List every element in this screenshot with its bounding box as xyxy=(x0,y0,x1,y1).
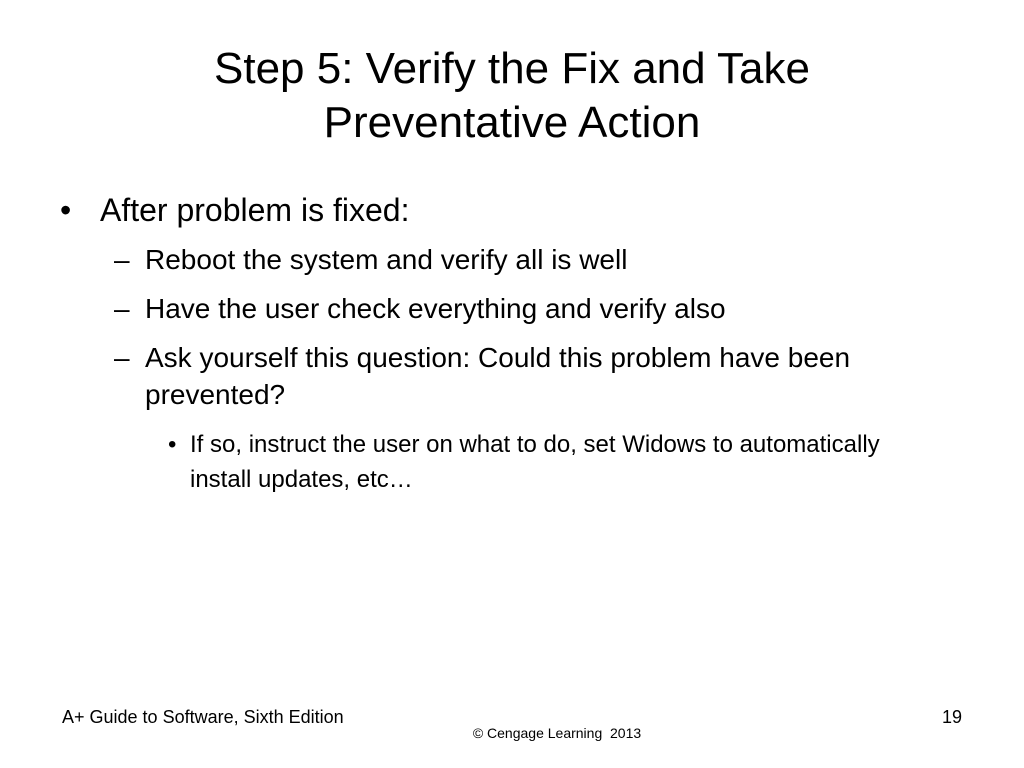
bullet-marker: • xyxy=(60,192,72,228)
dash-marker: – xyxy=(114,293,130,324)
dash-marker: – xyxy=(114,342,130,373)
footer-copyright: © Cengage Learning 2013 xyxy=(472,725,642,741)
dash-marker: – xyxy=(114,244,130,275)
bullet-item-level-2 xyxy=(114,241,944,278)
bullet-item-level-1 xyxy=(60,190,940,230)
bullet-text: Reboot the system and verify all is well xyxy=(145,244,628,275)
bullet-item-level-3 xyxy=(168,427,928,497)
bullet-text: If so, instruct the user on what to do, set Widows to automatically install updates, etc… xyxy=(190,431,880,493)
bullet-item-level-2 xyxy=(114,339,944,413)
slide-number: 19 xyxy=(941,707,962,727)
bullet-text: Ask yourself this question: Could this problem have been prevented? xyxy=(145,342,851,410)
slide-title-line-1: Step 5: Verify the Fix and Take xyxy=(214,44,810,93)
bullet-text: Have the user check everything and verify also xyxy=(145,293,726,324)
slide-title-line-2: Preventative Action xyxy=(323,98,701,147)
bullet-item-level-2 xyxy=(114,290,944,327)
bullet-marker: • xyxy=(168,431,177,458)
footer-book-title: A+ Guide to Software, Sixth Edition xyxy=(62,707,344,727)
bullet-text: After problem is fixed: xyxy=(100,192,410,228)
